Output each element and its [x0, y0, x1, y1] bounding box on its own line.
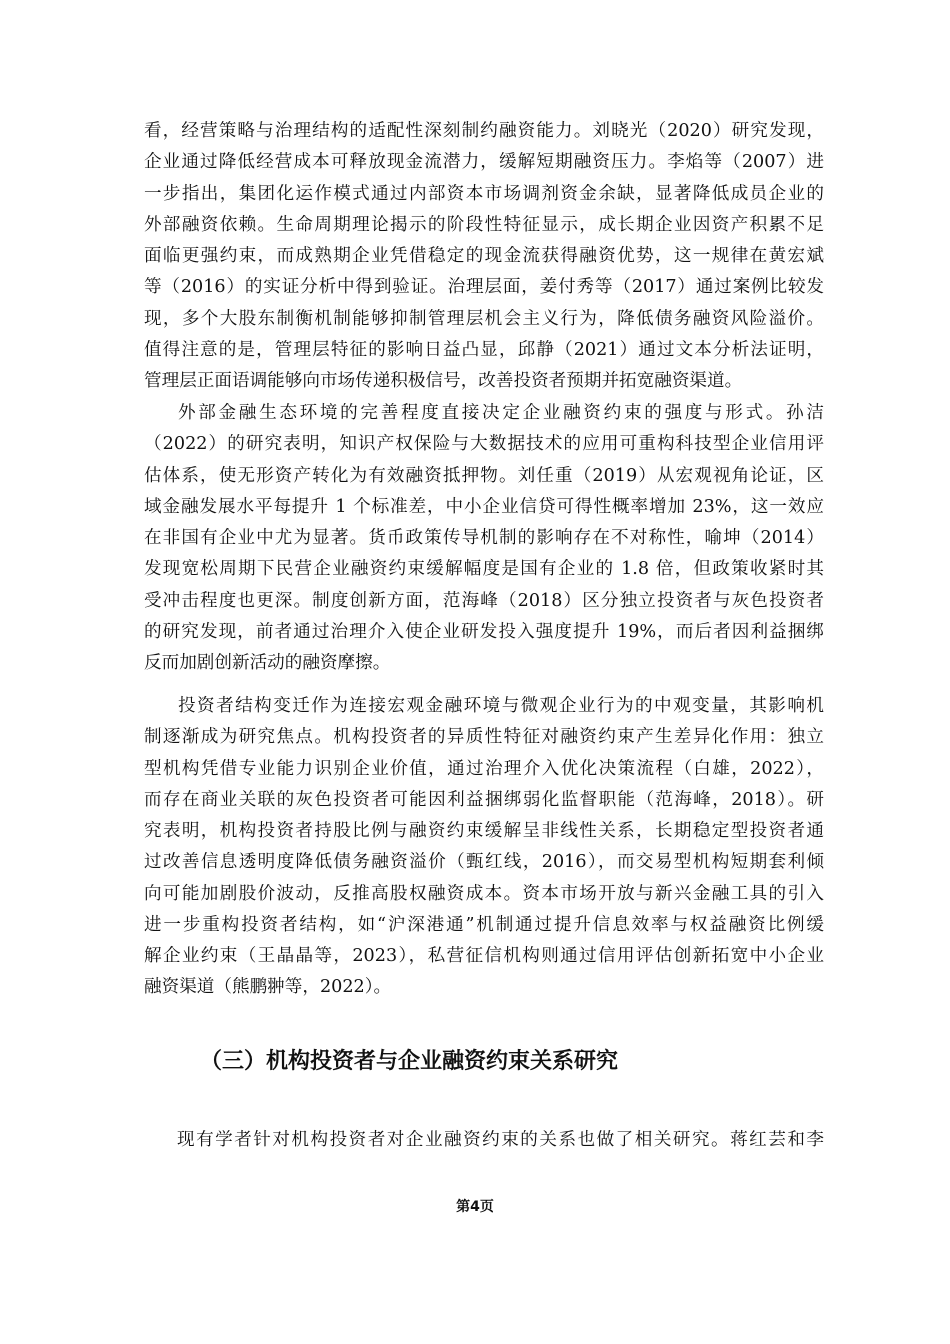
paragraph-line: 管理层正面语调能够向市场传递积极信号，改善投资者预期并拓宽融资渠道。 — [144, 371, 743, 391]
paragraph-line: 进一步重构投资者结构，如“沪深港通”机制通过提升信息效率与权益融资比例缓 — [144, 914, 824, 935]
paragraph-line: 的研究发现，前者通过治理介入使企业研发投入强度提升 19%，而后者因利益捆绑 — [144, 621, 824, 642]
paragraph-line: 解企业约束（王晶晶等，2023），私营征信机构则通过信用评估创新拓宽中小企业 — [144, 946, 824, 966]
paragraph-line: 外部融资依赖。生命周期理论揭示的阶段性特征显示，成长期企业因资产积累不足 — [144, 214, 824, 235]
paragraph-line: 在非国有企业中尤为显著。货币政策传导机制的影响存在不对称性，喻坤（2014） — [144, 528, 824, 548]
paragraph-line: 向可能加剧股价波动，反推高股权融资成本。资本市场开放与新兴金融工具的引入 — [144, 883, 824, 904]
paragraph-line: 制逐渐成为研究焦点。机构投资者的异质性特征对融资约束产生差异化作用：独立 — [144, 727, 824, 748]
paragraph-line: 过改善信息透明度降低债务融资溢价（甄红线，2016），而交易型机构短期套利倾 — [144, 852, 824, 873]
paragraph-line: 估体系，使无形资产转化为有效融资抵押物。刘任重（2019）从宏观视角论证，区 — [144, 465, 824, 486]
paragraph-line: 型机构凭借专业能力识别企业价值，通过治理介入优化决策流程（白雄，2022）， — [144, 758, 824, 779]
paragraph-line: 面临更强约束，而成熟期企业凭借稳定的现金流获得融资优势，这一规律在黄宏斌 — [144, 246, 824, 266]
paragraph-line: 企业通过降低经营成本可释放现金流潜力，缓解短期融资压力。李焰等（2007）进 — [144, 152, 824, 173]
page-number: 第4页 — [456, 1199, 494, 1215]
paragraph-line: 发现宽松周期下民营企业融资约束缓解幅度是国有企业的 1.8 倍，但政策收紧时其 — [144, 559, 824, 580]
paragraph-line: 现有学者针对机构投资者对企业融资约束的关系也做了相关研究。蒋红芸和李 — [177, 1130, 824, 1150]
paragraph-line: 看，经营策略与治理结构的适配性深刻制约融资能力。刘晓光（2020）研究发现， — [144, 121, 824, 141]
paragraph-line: 外部金融生态环境的完善程度直接决定企业融资约束的强度与形式。孙洁 — [178, 403, 824, 423]
paragraph-line: 投资者结构变迁作为连接宏观金融环境与微观企业行为的中观变量，其影响机 — [178, 696, 824, 716]
paragraph-line: 反而加剧创新活动的融资摩擦。 — [144, 653, 391, 673]
paragraph-line: 域金融发展水平每提升 1 个标准差，中小企业信贷可得性概率增加 23%，这一效应 — [144, 496, 824, 517]
paragraph-line: 现，多个大股东制衡机制能够抑制管理层机会主义行为，降低债务融资风险溢价。 — [144, 308, 824, 329]
paragraph-line: 值得注意的是，管理层特征的影响日益凸显，邱静（2021）通过文本分析法证明， — [144, 339, 824, 360]
paragraph-line: 究表明，机构投资者持股比例与融资约束缓解呈非线性关系，长期稳定型投资者通 — [144, 821, 824, 841]
section-heading: （三）机构投资者与企业融资约束关系研究 — [200, 1049, 619, 1074]
paragraph-line: 受冲击程度也更深。制度创新方面，范海峰（2018）区分独立投资者与灰色投资者 — [144, 590, 824, 611]
paragraph-line: （2022）的研究表明，知识产权保险与大数据技术的应用可重构科技型企业信用评 — [144, 434, 824, 455]
paragraph-line: 融资渠道（熊鹏翀等，2022）。 — [144, 977, 392, 998]
paragraph-line: 而存在商业关联的灰色投资者可能因利益捆绑弱化监督职能（范海峰，2018）。研 — [144, 789, 824, 810]
paragraph-line: 一步指出，集团化运作模式通过内部资本市场调剂资金余缺，显著降低成员企业的 — [144, 183, 824, 204]
paragraph-line: 等（2016）的实证分析中得到验证。治理层面，姜付秀等（2017）通过案例比较发 — [144, 277, 824, 298]
